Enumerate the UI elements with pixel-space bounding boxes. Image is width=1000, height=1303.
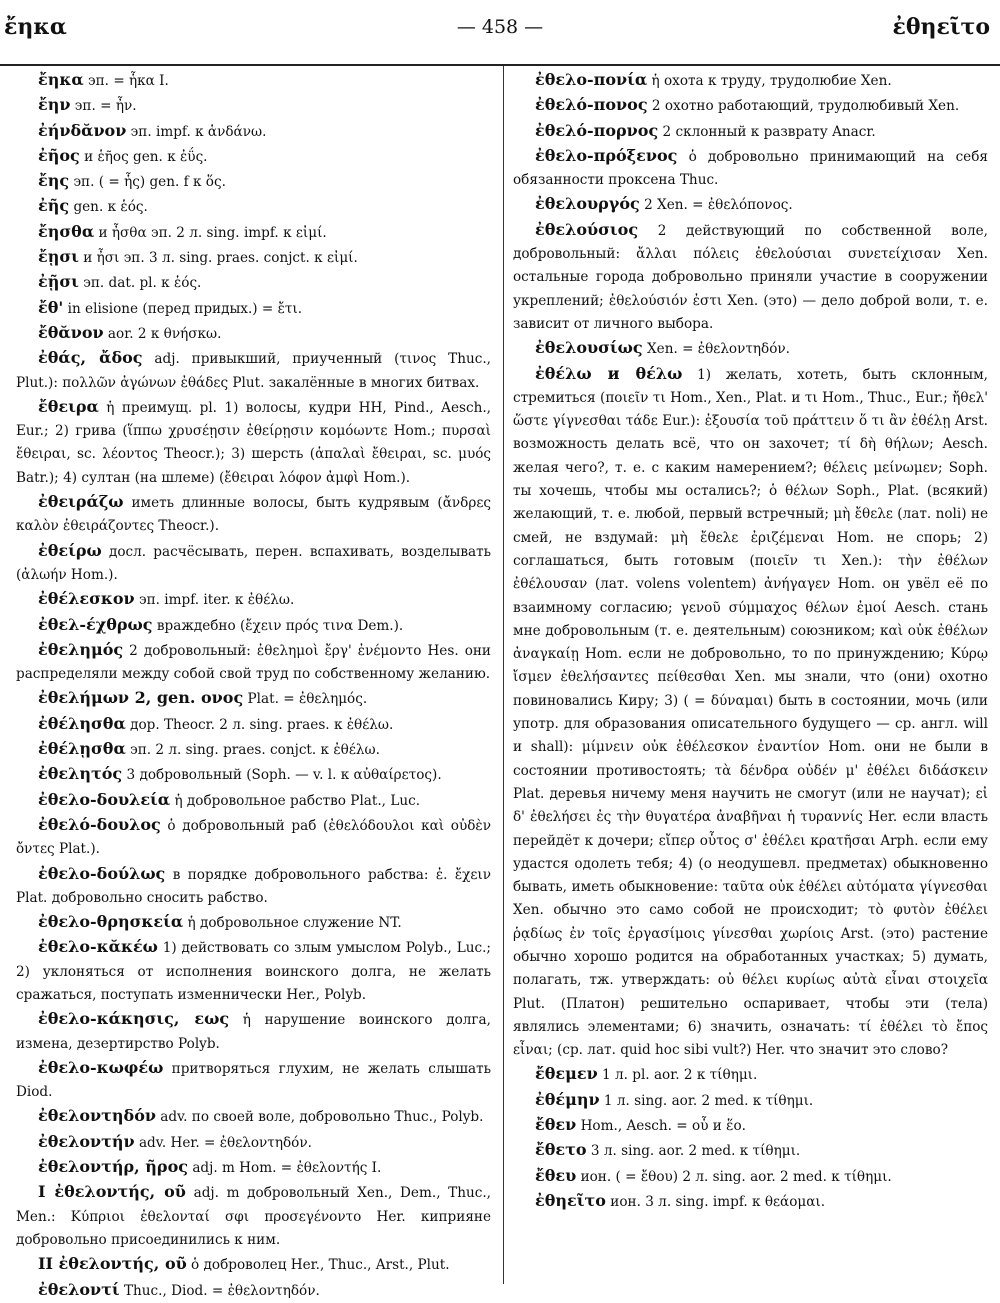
entry-headword: ἐθελητός	[38, 764, 123, 784]
entry-definition: эп. 2 л. sing. praes. conjct. к ἐθέλω.	[130, 742, 380, 759]
entry-headword: ἐθελό-πορνος	[535, 120, 659, 140]
entry-definition: эп. = ἧκα I.	[88, 73, 169, 89]
dictionary-entry	[16, 737, 491, 762]
entry-headword: ἔθεμεν	[535, 1064, 598, 1084]
entry-headword: ἔησθα	[38, 221, 95, 241]
dictionary-entry	[16, 144, 491, 169]
entry-definition: враждебно (ἔχειν πρός τινα Dem.).	[156, 617, 404, 634]
entry-headword: ἐθελουσίως	[535, 338, 643, 358]
dictionary-entry	[513, 336, 988, 361]
dictionary-entry	[16, 613, 491, 638]
dictionary-entry	[16, 935, 491, 1007]
entry-definition: и ἦσι эп. 3 л. sing. praes. conjct. к εἰμί.	[83, 250, 358, 267]
entry-definition: adj. m добровольный Xen., Dem., Thuc., Men.: Κύπριοι ἐθελονταί σφι προσεγένοντο Her. киприяне добровольно присоединились к ним.	[16, 1185, 492, 1248]
entry-definition: ἡ добровольное служение NT.	[187, 915, 402, 932]
entry-headword: ἔθ'	[38, 297, 64, 317]
dictionary-entry	[16, 1180, 491, 1252]
entry-headword: ἐῆος	[38, 145, 80, 165]
dictionary-entry	[513, 144, 988, 193]
entry-headword: ἐθελο-πονία	[535, 70, 648, 89]
entry-headword: ἔηκα	[38, 70, 84, 89]
entry-definition: эп. impf. к ἁνδάνω.	[130, 123, 267, 140]
dictionary-entry	[16, 1252, 491, 1277]
entry-definition: adj. привыкший, приученный (τινος Thuc., Plut.): πολλῶν ἀγώνων ἐθάδες Plut. закалённые в многих битвах.	[16, 351, 491, 391]
entry-definition: в порядке добровольного рабства: ἐ. ἔχειν Plat. добровольно сносить рабство.	[16, 866, 491, 906]
entry-headword: ἐθηεῖτο	[535, 1190, 606, 1210]
entry-definition: и ἦσθα эп. 2 л. sing. impf. к εἰμί.	[98, 224, 327, 241]
dictionary-entry	[16, 220, 491, 245]
dictionary-entry	[16, 321, 491, 346]
entry-headword: ἐθελο-κάκησις, εως	[38, 1009, 230, 1029]
dictionary-entry	[16, 712, 491, 737]
dictionary-entry	[513, 93, 988, 118]
entry-headword: II ἐθελοντής, οῦ	[38, 1254, 187, 1274]
entry-headword: ἐθελοντήν	[38, 1131, 135, 1151]
entry-definition: 1) действовать со злым умыслом Polyb., Luc.; 2) уклоняться от исполнения воинского долга, не желать сражаться, поступать изменнически Her., Polyb.	[16, 940, 491, 1003]
left-running-head: ἔηκα	[4, 14, 67, 40]
entry-headword: ἐθειράζω	[38, 492, 124, 512]
entry-definition: Plat. = ἐθελημός.	[247, 691, 368, 708]
entry-definition: 3 добровольный (Soph. — v. l. к αὐθαίρετος).	[126, 767, 442, 784]
entry-definition: in elisione (перед придых.) = ἔτι.	[67, 300, 303, 317]
entry-definition: Hom., Aesch. = οὗ и ἕο.	[580, 1118, 746, 1135]
entry-headword: ἐθάς, ἄδος	[38, 348, 143, 368]
entry-headword: ἐθελοντήρ, ῆρος	[38, 1157, 188, 1177]
entry-definition: эп. ( = ἧς) gen. f к ὅς.	[73, 174, 226, 191]
entry-headword: ἐθελοντί	[38, 1279, 120, 1299]
entry-headword: ἐθελοντηδόν	[38, 1106, 156, 1126]
entry-headword: ἔθετο	[535, 1140, 587, 1160]
dictionary-entry	[16, 68, 491, 93]
entry-headword: ἐθέμην	[535, 1089, 600, 1109]
entry-definition: gen. к ἑός.	[73, 199, 148, 216]
entry-definition: эп. dat. pl. к ἑός.	[83, 275, 202, 292]
dictionary-entry	[16, 93, 491, 118]
dictionary-entry	[16, 638, 491, 687]
dictionary-entry	[513, 192, 988, 217]
entry-headword: ἔθεν	[535, 1115, 577, 1135]
dictionary-entry	[16, 762, 491, 787]
entry-headword: ἐθελο-πρόξενος	[535, 145, 678, 165]
entry-headword: ἐθελό-πονος	[535, 95, 648, 115]
entry-headword: ἐθέλῃσθα	[38, 739, 126, 759]
page-number: — 458 —	[456, 16, 544, 38]
entry-headword: ἐθείρω	[38, 540, 102, 560]
entry-definition: иметь длинные волосы, быть кудрявым (ἄνδρες καλὸν ἐθειράζοντες Theocr.).	[16, 495, 491, 535]
dictionary-entry	[513, 1113, 988, 1138]
dictionary-entry	[16, 813, 491, 862]
entry-headword: ἐθελό-δουλος	[38, 814, 161, 834]
dictionary-entry	[16, 862, 491, 911]
dictionary-entry	[16, 1056, 491, 1105]
entry-definition: aor. 2 к θνήσκω.	[107, 325, 222, 342]
entry-headword: ἐθελημός	[38, 639, 124, 659]
entry-headword: ἐθελήμων 2, gen. ονος	[38, 688, 244, 708]
dictionary-entry	[16, 788, 491, 813]
page-header	[0, 0, 1000, 60]
entry-headword: ἐθελο-δούλως	[38, 863, 166, 883]
dictionary-entry	[16, 1007, 491, 1056]
dictionary-entry	[16, 194, 491, 219]
entry-definition: 2 охотно работающий, трудолюбивый Xen.	[651, 98, 960, 115]
entry-headword: ἐθελο-κωφέω	[38, 1057, 164, 1077]
entry-headword: ἔης	[38, 171, 70, 191]
entry-definition: 1 л. sing. aor. 2 med. к τίθημι.	[603, 1092, 814, 1109]
entry-headword: ἐθελο-θρησκεία	[38, 912, 184, 932]
dictionary-entry	[513, 1164, 988, 1189]
entry-definition: 2 действующий по собственной воле, добровольный: ἄλλαι πόλεις ἐθελούσιαι συνετείχισαν Xen. остальные города добровольно приняли участие в сооружении укреплений; ἐθελούσιόν ἐστι Xen. (это) — дело доброй воли, т. е. зависит от личного выбора.	[513, 222, 988, 332]
dictionary-entry	[513, 119, 988, 144]
dictionary-entry	[16, 1104, 491, 1129]
dictionary-entry	[16, 346, 491, 395]
dictionary-entry	[513, 1088, 988, 1113]
entry-definition: 2 склонный к разврату Anacr.	[662, 123, 876, 140]
entry-headword: ἔθειρα	[38, 396, 99, 416]
dictionary-entry	[16, 910, 491, 935]
entry-definition: Thuc., Diod. = ἐθελοντηδόν.	[123, 1282, 320, 1299]
entry-headword: ἐθελο-δουλεία	[38, 789, 171, 809]
entry-headword: ἔην	[38, 95, 71, 115]
entry-headword: ἐθελουργός	[535, 194, 640, 214]
entry-headword: I ἐθελοντής, οῦ	[38, 1182, 186, 1202]
entry-definition: ὁ добровольный раб (ἐθελόδουλοι καὶ οὐδὲν ὄντες Plat.).	[16, 817, 491, 858]
dictionary-entry	[16, 490, 491, 539]
entry-headword: ἐθέλησθα	[38, 713, 126, 733]
entry-definition: ἡ добровольное рабство Plat., Luc.	[174, 792, 421, 809]
entry-definition: Xen. = ἐθελοντηδόν.	[646, 341, 791, 358]
dictionary-entry	[16, 119, 491, 144]
entry-definition: ἡ преимущ. pl. 1) волосы, кудри HH, Pind., Aesch., Eur.; 2) грива (ἵππω χρυσέῃσιν ἐθείρῃσιν κομόωντε Hom.; πυρσαὶ ἔθειραι, sc. λέοντος Theocr.); 3) шерсть (ἁπαλαὶ ἔθειραι, sc. μυός Batr.); 4) султан (на шлеме) (ἔθειραι λόφον ἀμφὶ Hom.).	[16, 399, 491, 486]
entry-definition: ион. ( = ἔθου) 2 л. sing. aor. 2 med. к τίθημι.	[580, 1168, 892, 1185]
entry-headword: ἔῃσι	[38, 247, 79, 267]
right-column	[513, 68, 988, 1214]
entry-definition: притворяться глухим, не желать слышать Diod.	[16, 1060, 491, 1101]
entry-definition: досл. расчёсывать, перен. вспахивать, возделывать (ἀλωήν Hom.).	[16, 543, 492, 583]
entry-definition: adj. m Hom. = ἐθελοντής I.	[192, 1160, 382, 1177]
entry-headword: ἔθᾰνον	[38, 322, 104, 342]
entry-headword: ἐθελο-κᾰκέω	[38, 937, 158, 957]
entry-definition: 1 л. pl. aor. 2 к τίθημι.	[602, 1067, 758, 1084]
entry-definition: adv. по своей воле, добровольно Thuc., Polyb.	[160, 1109, 484, 1126]
entry-headword: ἐῆς	[38, 196, 70, 216]
entry-definition: 2 Xen. = ἐθελόπονος.	[644, 197, 793, 214]
dictionary-entry	[16, 686, 491, 711]
entry-definition: дор. Theocr. 2 л. sing. praes. к ἐθέλω.	[130, 716, 394, 733]
dictionary-entry	[513, 68, 988, 93]
entry-definition: ἡ нарушение воинского долга, измена, дезертирство Polyb.	[16, 1012, 491, 1052]
entry-headword: ἐθελ-έχθρως	[38, 614, 153, 634]
entry-headword: ἐθέλω и θέλω	[535, 363, 683, 383]
entry-definition: 1) желать, хотеть, быть склонным, стремиться (ποιεῖν τι Hom., Xen., Plat. и τι Hom., Thuc., Eur.; ἤθελ' ὥστε γίγνεσθαι τάδε Eur.): ἐξουσία τοῦ πράττειν ὅ τι ἂν ἐθέλῃ Arst. возможность делать всё, что он захочет; τί δὴ θήλων; Aesch. желая чего?, т. е. с каким намерением?; θέλεις μείνωμεν; Soph. ты хочешь, чтобы мы остались?; ὁ θέλων Soph., Plat. (всякий) желающий, т. е. любой, первый встречный; μὴ ἔθελε (лат. noli) не смей, не вздумай: μὴ ἔθελε ἐριζέμεναι Hom. не спорь; 2) соглашаться, быть готовым (ποιεῖν τι Xen.): τὴν ἐθέλων ἐθέλουσαν (лат. volens volentem) ἀνήγαγεν Hom. он увёл её по взаимному согласию; γενοῦ σύμμαχος θέλων ἐμοί Aesch. стань мне добровольным (т. е. деятельным) союзником; καὶ οὐκ ἐθέλων ἀναγκαίῃ Hom. если не добровольно, то по принуждению; Κύρῳ ἴσμεν ἐθελήσαντες πείθεσθαι Xen. мы знали, что (они) охотно повиновались Киру; 3) ( = δύναμαι) быть в состоянии, мочь (или употр. для образования описательного будущего — ср. англ. will и shall): μίμνειν οὐκ ἐθέλεσκον ἐναντίον Hom. они не были в состоянии противостоять; τὰ δένδρα οὐδέν μ' ἐθέλει διδάσκειν Plat. деревья ничему меня научить не смогут (или не научат); εἰ δ' ἐθελήσει ἐς τὴν θυγατέρα ἀναβῆναι ἡ τυραννίς Her. если власть перейдёт к дочери; εἴπερ οὗτος σ' ἐθέλει κρατῆσαι Arph. если ему удастся одолеть тебя; 4) (о неодушевл. предметах) обыкновенно бывать, иметь обыкновение: ταῦτα οὐκ ἐθέλει αὐτόματα γίγνεσθαι Xen. обычно это само собой не происходит; τὸ φυτὸν ἐθέλει ῥᾳδίως ἐν τοῖς ἐργασίμοις γίνεσθαι χωρίοις Arst. (это) растение обычно хорошо родится на обработанных участках; 5) думать, полагать, тж. утверждать: οὐ θέλει κυρίως αὐτὰ εἶναι στοιχεῖα Plut. (Платон) решительно оспаривает, чтобы эти (тела) являлись элементами; 6) значить, означать: τί ἐθέλει τὸ ἔπος εἶναι; (ср. лат. quid hoc sibi vult?) Her. что значит это слово?	[513, 366, 988, 1059]
dictionary-entry	[16, 1155, 491, 1180]
dictionary-entry	[16, 245, 491, 270]
entry-headword: ἐῇσι	[38, 272, 79, 292]
dictionary-entry	[16, 1130, 491, 1155]
dictionary-entry	[16, 539, 491, 588]
entry-headword: ἐήνδᾰνον	[38, 120, 127, 140]
dictionary-entry	[16, 1278, 491, 1303]
dictionary-entry	[513, 1062, 988, 1087]
entry-definition: эп. = ἦν.	[74, 98, 137, 115]
dictionary-entry	[513, 218, 988, 336]
header-rule	[0, 64, 1000, 66]
entry-definition: эп. impf. iter. к ἐθέλω.	[138, 592, 295, 609]
dictionary-entry	[16, 395, 491, 490]
dictionary-entry	[16, 587, 491, 612]
dictionary-entry	[513, 1138, 988, 1163]
entry-headword: ἔθευ	[535, 1165, 577, 1185]
entry-definition: и ἑῆος gen. к ἐΰς.	[84, 148, 208, 165]
left-column	[16, 68, 491, 1303]
dictionary-entry	[16, 270, 491, 295]
dictionary-entry	[513, 1189, 988, 1214]
entry-headword: ἐθέλεσκον	[38, 589, 135, 609]
entry-definition: ὁ доброволец Her., Thuc., Arst., Plut.	[191, 1257, 450, 1274]
entry-headword: ἐθελούσιος	[535, 219, 639, 239]
entry-definition: 2 добровольный: ἐθελημοὶ ἔργ' ἐνέμοντο Hes. они распределяли между собой свой труд по собственному желанию.	[16, 642, 491, 683]
dictionary-entry	[513, 362, 988, 1063]
entry-definition: adv. Her. = ἐθελοντηδόν.	[138, 1134, 312, 1151]
dictionary-entry	[16, 296, 491, 321]
entry-definition: ион. 3 л. sing. impf. к θεάομαι.	[610, 1193, 826, 1210]
entry-definition: ἡ охота к труду, трудолюбие Xen.	[651, 73, 892, 89]
dictionary-entry	[16, 169, 491, 194]
entry-definition: 3 л. sing. aor. 2 med. к τίθημι.	[590, 1143, 801, 1160]
entry-definition: ὁ добровольно принимающий на себя обязанности проксена Thuc.	[513, 148, 988, 189]
right-running-head: ἐθηεῖτο	[892, 14, 990, 40]
column-divider	[503, 66, 504, 1284]
